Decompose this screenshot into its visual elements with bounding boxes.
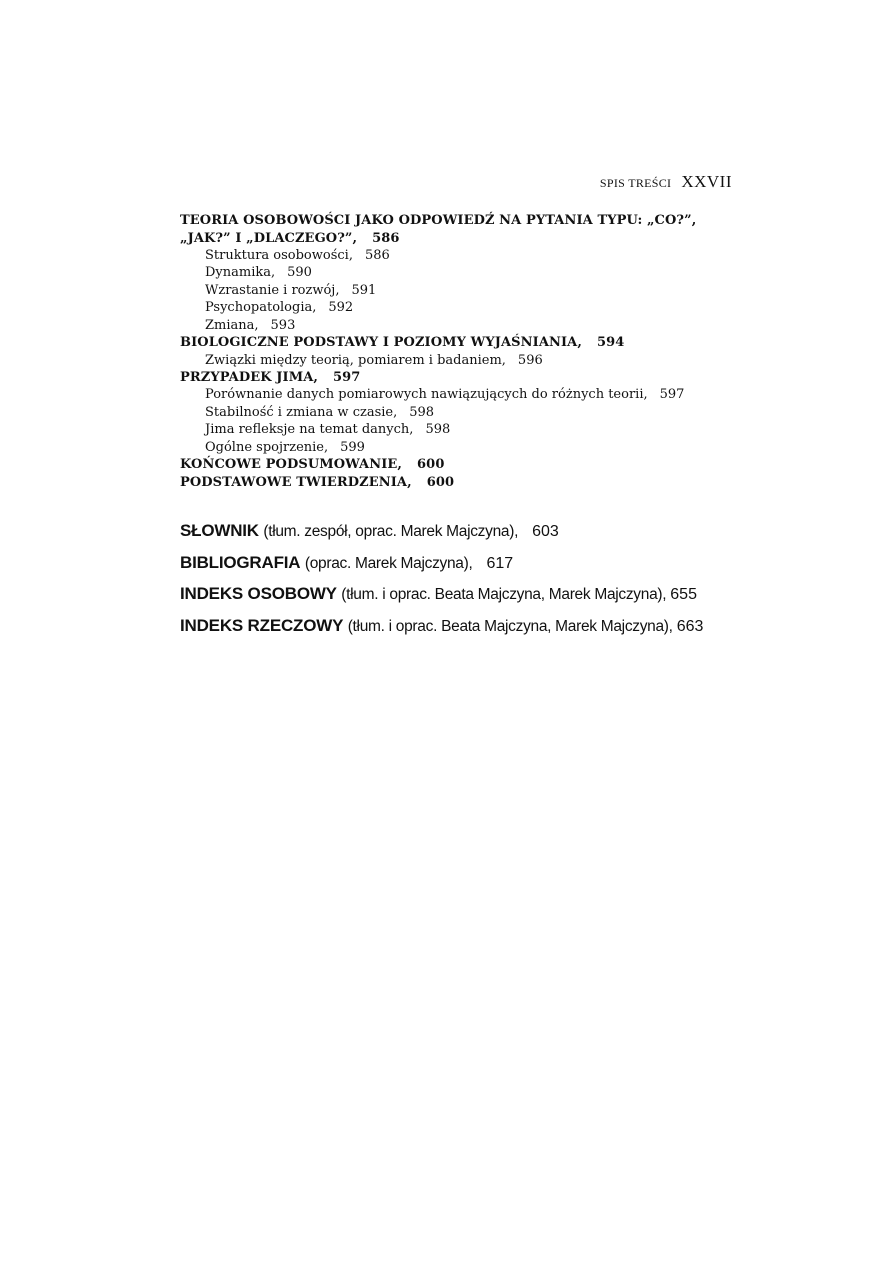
toc-section-title: KOŃCOWE PODSUMOWANIE, [180,457,403,473]
toc-page-number: 600 [426,474,455,490]
toc-section-heading[interactable] [180,334,740,352]
toc-page-number: 617 [486,554,514,572]
toc-page-number: 599 [340,439,365,455]
toc-page-number: 586 [364,248,390,263]
toc-page-number: 590 [287,265,312,281]
back-matter-title: SŁOWNIK [180,521,259,540]
back-matter-title: INDEKS RZECZOWY [180,615,344,635]
toc-subentry-label: Wzrastanie i rozwój, [205,282,340,298]
toc-subentry-label: Psychopatologia, [205,300,317,316]
toc-subentry[interactable] [180,317,740,334]
toc-section-title: „JAK?” I „DLACZEGO?”, [180,230,358,246]
running-head [600,172,732,192]
toc-subentry[interactable] [180,299,740,316]
toc-subentry-label: Związki między teorią, pomiarem i badaniem, [205,352,506,368]
toc-page-number: 655 [670,586,697,604]
toc-page-number: 591 [351,282,377,298]
toc-page-number: 596 [517,352,543,368]
page-number: XXVII [681,172,732,191]
toc-page-number: 586 [372,230,400,246]
back-matter-entry-indeks-osobowy[interactable] [180,579,780,611]
back-matter-note: (oprac. Marek Majczyna), [304,554,473,572]
back-matter-note: (tłum. i oprac. Beata Majczyna, Marek Majczyna), [347,617,673,635]
back-matter-entry-bibliografia[interactable] [180,548,780,580]
toc-subentry[interactable] [180,439,740,456]
toc-subentry[interactable] [180,282,740,299]
toc-subentry-label: Zmiana, [205,317,259,333]
back-matter-list [180,516,780,642]
back-matter-note: (tłum. zespół, oprac. Marek Majczyna), [263,523,519,540]
toc-page-number: 603 [532,523,559,540]
back-matter-title: BIBLIOGRAFIA [180,552,301,572]
toc-subentry-label: Stabilność i zmiana w czasie, [205,404,398,420]
toc-section-heading[interactable] [180,456,740,474]
toc-page-number: 598 [425,422,451,438]
toc-page-number: 593 [270,317,296,333]
toc-subentry[interactable] [180,247,740,264]
toc-section-heading[interactable] [180,212,740,230]
toc-subentry-label: Ogólne spojrzenie, [205,439,329,455]
toc-section-heading[interactable] [180,369,740,387]
toc-page-number: 597 [333,369,361,385]
toc-section-heading-continued[interactable] [180,230,740,248]
toc-section-title: TEORIA OSOBOWOŚCI JAKO ODPOWIEDŹ NA PYTANIA TYPU: „CO?”, [180,213,697,228]
back-matter-entry-indeks-rzeczowy[interactable] [180,611,780,643]
table-of-contents [180,212,740,491]
toc-section-heading[interactable] [180,474,740,492]
toc-section-title: BIOLOGICZNE PODSTAWY I POZIOMY WYJAŚNIANIA, [180,335,582,351]
toc-subentry-label: Struktura osobowości, [205,248,353,263]
toc-subentry[interactable] [180,421,740,438]
toc-subentry-label: Jima refleksje na temat danych, [205,422,414,438]
toc-page-number: 663 [676,617,704,635]
toc-subentry[interactable] [180,352,740,369]
toc-subentry[interactable] [180,404,740,421]
toc-subentry[interactable] [180,264,740,281]
toc-page-number: 592 [328,300,354,316]
toc-page-number: 594 [597,335,625,351]
toc-page-number: 598 [409,404,435,420]
back-matter-entry-slownik[interactable] [180,516,780,548]
back-matter-note: (tłum. i oprac. Beata Majczyna, Marek Majczyna), [341,586,667,604]
toc-section-title: PODSTAWOWE TWIERDZENIA, [180,474,412,490]
running-head-label: SPIS TREŚCI [599,176,672,190]
toc-subentry-label: Porównanie danych pomiarowych nawiązujących do różnych teorii, [205,387,648,403]
toc-section-title: PRZYPADEK JIMA, [180,369,319,385]
toc-page-number: 600 [417,457,445,473]
toc-subentry[interactable] [180,386,740,403]
toc-page-number: 597 [659,387,685,403]
back-matter-title: INDEKS OSOBOWY [180,584,337,604]
toc-subentry-label: Dynamika, [205,265,276,281]
